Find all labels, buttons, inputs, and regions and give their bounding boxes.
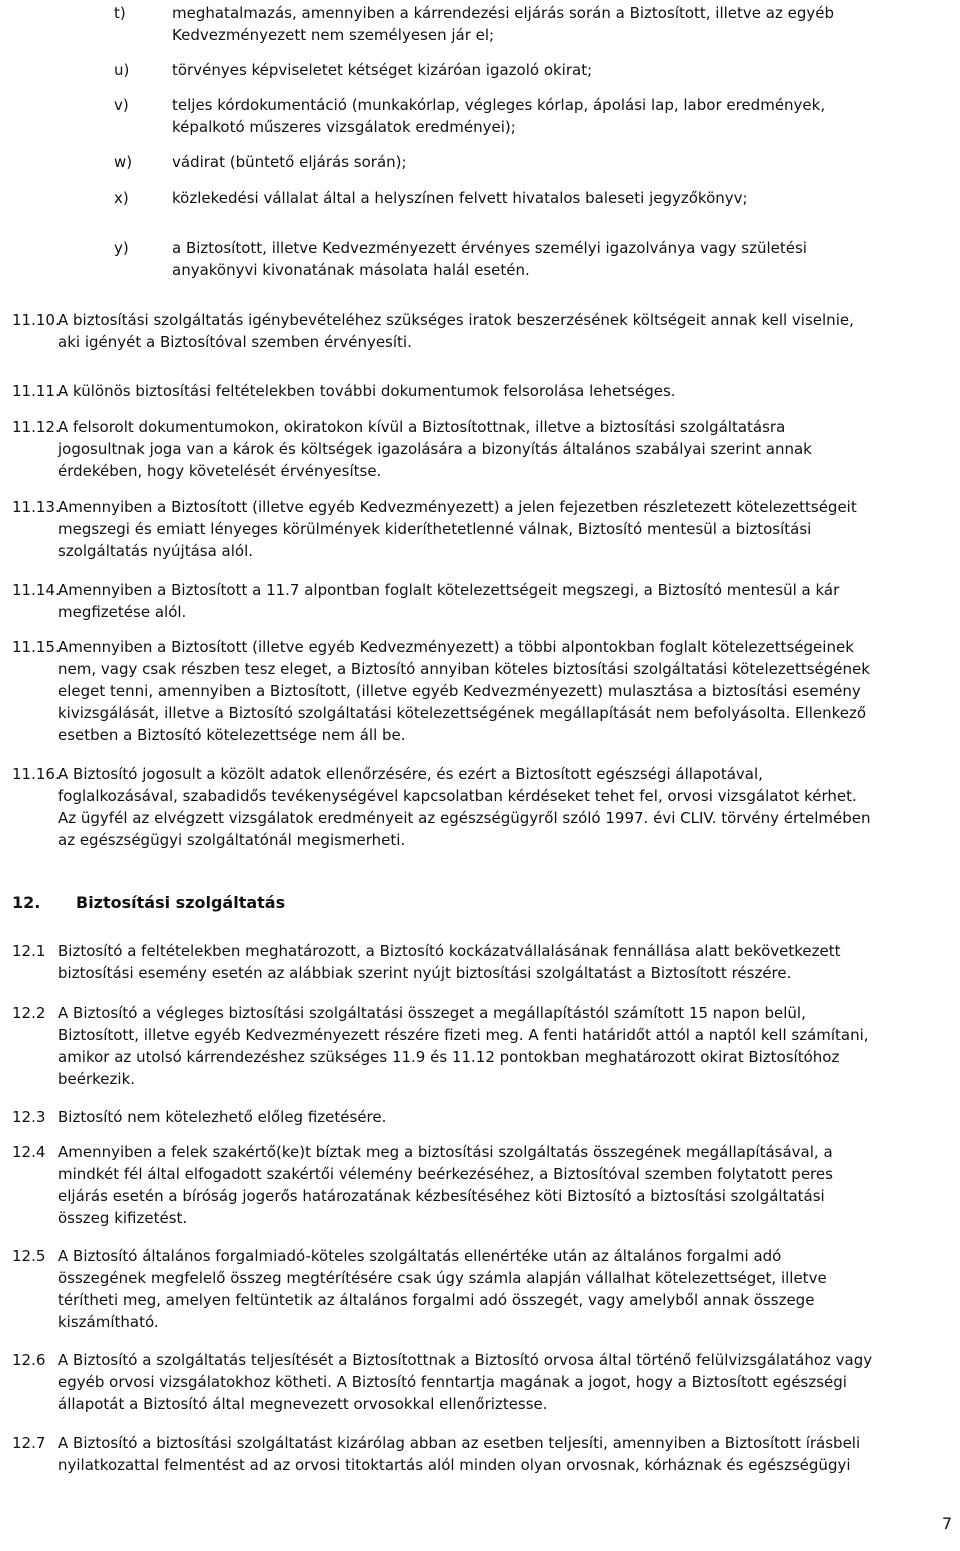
list-label: v) bbox=[114, 96, 129, 114]
paragraph-text bbox=[58, 1106, 955, 1128]
list-label: u) bbox=[114, 61, 130, 79]
paragraph-number: 12.3 bbox=[12, 1108, 46, 1126]
paragraph-number: 11.15. bbox=[12, 638, 60, 656]
text-line: az egészségügyi szolgáltatónál megismerheti. bbox=[58, 831, 406, 849]
paragraph-text bbox=[58, 1245, 955, 1333]
text-line: vádirat (büntető eljárás során); bbox=[172, 153, 407, 171]
text-line: megszegi és emiatt lényeges körülmények kideríthetetlenné válnak, Biztosító mentesül a biztosítási bbox=[58, 520, 812, 538]
text-line: aki igényét a Biztosítóval szemben érvényesíti. bbox=[58, 333, 412, 351]
paragraph-number: 12.5 bbox=[12, 1247, 46, 1265]
paragraph-number: 12.6 bbox=[12, 1351, 46, 1369]
list-text bbox=[172, 94, 912, 138]
paragraph-text bbox=[58, 763, 955, 851]
list-label: t) bbox=[114, 4, 126, 22]
text-line: A Biztosító a szolgáltatás teljesítését a Biztosítottnak a Biztosító orvosa által történő felülvizsgálatához vagy bbox=[58, 1351, 873, 1369]
paragraph-text bbox=[58, 1432, 955, 1476]
section-number: 12. bbox=[12, 893, 41, 912]
text-line: törvényes képviseletet kétséget kizáróan igazoló okirat; bbox=[172, 61, 593, 79]
list-text bbox=[172, 59, 912, 81]
paragraph-text bbox=[58, 1002, 955, 1090]
list-text bbox=[172, 2, 912, 46]
paragraph-number: 12.7 bbox=[12, 1434, 46, 1452]
text-line: Amennyiben a Biztosított a 11.7 alpontban foglalt kötelezettségeit megszegi, a Biztosító mentesül a kár bbox=[58, 581, 840, 599]
text-line: kivizsgálását, illetve a Biztosító szolgáltatási kötelezettségének megállapítását nem befolyásolta. Ellenkező bbox=[58, 704, 867, 722]
text-line: megfizetése alól. bbox=[58, 603, 187, 621]
text-line: mindkét fél által elfogadott szakértői vélemény beérkezéséhez, a Biztosítóval szemben folytatott peres bbox=[58, 1165, 833, 1183]
page-number: 7 bbox=[941, 1514, 952, 1533]
list-text bbox=[172, 237, 912, 281]
text-line: Amennyiben a Biztosított (illetve egyéb Kedvezményezett) a jelen fejezetben részletezett kötelezettségeit bbox=[58, 498, 857, 516]
list-label: y) bbox=[114, 239, 129, 257]
paragraph-number: 11.10. bbox=[12, 311, 60, 329]
list-label: x) bbox=[114, 189, 129, 207]
text-line: foglalkozásával, szabadidős tevékenységével kapcsolatban kérdéseket tehet fel, orvosi vizsgálatot kérhet. bbox=[58, 787, 857, 805]
paragraph-text bbox=[58, 416, 955, 482]
text-line: érdekében, hogy követelését érvényesítse. bbox=[58, 462, 382, 480]
paragraph-number: 12.4 bbox=[12, 1143, 46, 1161]
text-line: amikor az utolsó kárrendezéshez szükséges 11.9 és 11.12 pontokban meghatározott okirat Biztosítóhoz bbox=[58, 1048, 840, 1066]
text-line: esetben a Biztosító kötelezettsége nem áll be. bbox=[58, 726, 406, 744]
list-label: w) bbox=[114, 153, 133, 171]
paragraph-text bbox=[58, 496, 955, 562]
text-line: nyilatkozattal felmentést ad az orvosi titoktartás alól minden olyan orvosnak, kórháznak és egészségügyi bbox=[58, 1456, 851, 1474]
text-line: szolgáltatás nyújtása alól. bbox=[58, 542, 254, 560]
text-line: teljes kórdokumentáció (munkakórlap, végleges kórlap, ápolási lap, labor eredmények, bbox=[172, 96, 826, 114]
text-line: állapotát a Biztosító által megnevezett orvosokkal ellenőriztesse. bbox=[58, 1395, 548, 1413]
text-line: A felsorolt dokumentumokon, okiratokon kívül a Biztosítottnak, illetve a biztosítási szolgáltatásra bbox=[58, 418, 786, 436]
paragraph-text bbox=[58, 1141, 955, 1229]
text-line: A Biztosító a végleges biztosítási szolgáltatási összeget a megállapítástól számított 15 napon belül, bbox=[58, 1004, 806, 1022]
paragraph-text bbox=[58, 380, 955, 402]
text-line: A Biztosító a biztosítási szolgáltatást kizárólag abban az esetben teljesíti, amennyiben a Biztosított írásbeli bbox=[58, 1434, 861, 1452]
text-line: kiszámítható. bbox=[58, 1313, 159, 1331]
text-line: Amennyiben a felek szakértő(ke)t bíztak meg a biztosítási szolgáltatás összegének megállapításával, a bbox=[58, 1143, 833, 1161]
text-line: A biztosítási szolgáltatás igénybevételéhez szükséges iratok beszerzésének költségeit annak kell viselnie, bbox=[58, 311, 854, 329]
text-line: beérkezik. bbox=[58, 1070, 136, 1088]
text-line: egyéb orvosi vizsgálatokhoz kötheti. A Biztosító fenntartja magának a jogot, hogy a Biztosított egészségi bbox=[58, 1373, 847, 1391]
text-line: összegének megfelelő összeg megtérítésére csak úgy számla alapján vállalhat kötelezettséget, illetve bbox=[58, 1269, 827, 1287]
paragraph-text bbox=[58, 1349, 955, 1415]
paragraph-text bbox=[58, 309, 955, 353]
text-line: képalkotó műszeres vizsgálatok eredményei); bbox=[172, 118, 516, 136]
text-line: eleget tenni, amennyiben a Biztosított, (illetve egyéb Kedvezményezett) mulasztása a biztosítási esemény bbox=[58, 682, 861, 700]
text-line: összeg kifizetést. bbox=[58, 1209, 188, 1227]
text-line: A Biztosító jogosult a közölt adatok ellenőrzésére, és ezért a Biztosított egészségi állapotával, bbox=[58, 765, 763, 783]
paragraph-number: 11.14. bbox=[12, 581, 60, 599]
text-line: Az ügyfél az elvégzett vizsgálatok eredményeit az egészségügyről szóló 1997. évi CLIV. törvény értelmében bbox=[58, 809, 871, 827]
text-line: A Biztosító általános forgalmiadó-köteles szolgáltatás ellenértéke után az általános forgalmi adó bbox=[58, 1247, 782, 1265]
text-line: térítheti meg, amelyen feltüntetik az általános forgalmi adó összegét, vagy amelyből annak összege bbox=[58, 1291, 815, 1309]
paragraph-text bbox=[58, 579, 955, 623]
text-line: közlekedési vállalat által a helyszínen felvett hivatalos baleseti jegyzőkönyv; bbox=[172, 189, 748, 207]
text-line: anyakönyvi kivonatának másolata halál esetén. bbox=[172, 261, 530, 279]
paragraph-number: 11.12. bbox=[12, 418, 60, 436]
section-title: Biztosítási szolgáltatás bbox=[76, 893, 286, 912]
text-line: nem, vagy csak részben tesz eleget, a Biztosító annyiban köteles biztosítási szolgáltatási kötelezettségének bbox=[58, 660, 870, 678]
paragraph-number: 11.16. bbox=[12, 765, 60, 783]
paragraph-text bbox=[58, 636, 955, 746]
paragraph-text bbox=[58, 940, 955, 984]
text-line: Biztosító nem kötelezhető előleg fizetésére. bbox=[58, 1108, 387, 1126]
text-line: meghatalmazás, amennyiben a kárrendezési eljárás során a Biztosított, illetve az egyéb bbox=[172, 4, 834, 22]
paragraph-number: 11.11. bbox=[12, 382, 60, 400]
text-line: Kedvezményezett nem személyesen jár el; bbox=[172, 26, 495, 44]
text-line: Amennyiben a Biztosított (illetve egyéb Kedvezményezett) a többi alpontokban foglalt kötelezettségeinek bbox=[58, 638, 854, 656]
text-line: Biztosító a feltételekben meghatározott, a Biztosító kockázatvállalásának fennállása alatt bekövetkezett bbox=[58, 942, 841, 960]
list-text bbox=[172, 151, 912, 173]
text-line: A különös biztosítási feltételekben további dokumentumok felsorolása lehetséges. bbox=[58, 382, 676, 400]
list-text bbox=[172, 187, 912, 209]
paragraph-number: 11.13. bbox=[12, 498, 60, 516]
text-line: a Biztosított, illetve Kedvezményezett érvényes személyi igazolványa vagy születési bbox=[172, 239, 807, 257]
text-line: biztosítási esemény esetén az alábbiak szerint nyújt biztosítási szolgáltatást a Biztosított részére. bbox=[58, 964, 792, 982]
text-line: eljárás esetén a bíróság jogerős határozatának kézbesítéséhez köti Biztosító a biztosítási szolgáltatási bbox=[58, 1187, 825, 1205]
paragraph-number: 12.2 bbox=[12, 1004, 46, 1022]
text-line: Biztosított, illetve egyéb Kedvezményezett részére fizeti meg. A fenti határidőt attól a naptól kell számítani, bbox=[58, 1026, 869, 1044]
text-line: jogosultnak joga van a károk és költségek igazolására a bizonyítás általános szabályai szerint annak bbox=[58, 440, 812, 458]
paragraph-number: 12.1 bbox=[12, 942, 46, 960]
